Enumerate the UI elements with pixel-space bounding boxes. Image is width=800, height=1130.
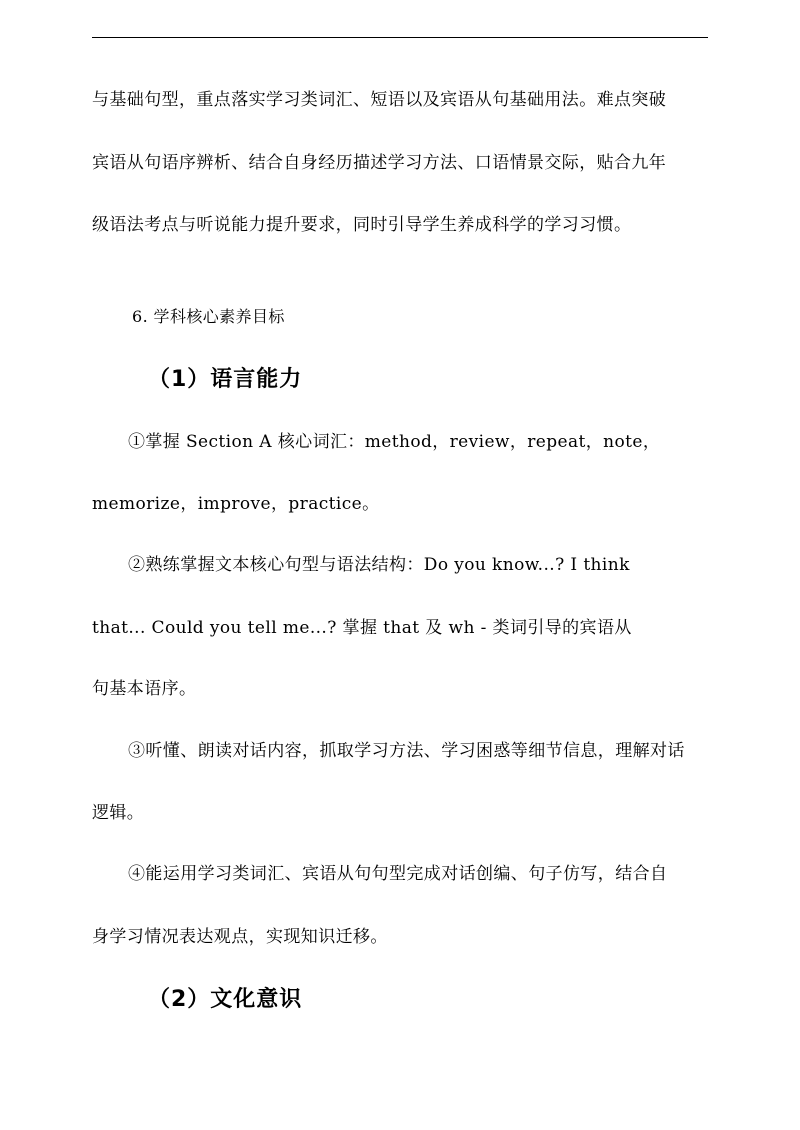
intro-line-2: 宾语从句语序辨析、结合自身经历描述学习方法、口语情景交际，贴合九年 [92, 153, 667, 173]
item-4-line-1: ④能运用学习类词汇、宾语从句句型完成对话创编、句子仿写，结合自 [128, 864, 668, 884]
item-1-line-2: memorize，improve，practice。 [92, 494, 380, 514]
item-3-line-1: ③听懂、朗读对话内容，抓取学习方法、学习困惑等细节信息，理解对话 [128, 741, 685, 761]
intro-line-3: 级语法考点与听说能力提升要求，同时引导学生养成科学的学习习惯。 [92, 215, 632, 235]
item-2-line-1: ②熟练掌握文本核心句型与语法结构：Do you know...? I think [128, 555, 630, 575]
item-4-line-2: 身学习情况表达观点，实现知识迁移。 [92, 927, 388, 947]
heading-cultural-awareness: （2）文化意识 [148, 987, 303, 1012]
item-2-line-3: 句基本语序。 [92, 679, 197, 699]
heading-language-ability: （1）语言能力 [148, 367, 303, 392]
section-6-title: 6. 学科核心素养目标 [132, 307, 285, 326]
intro-line-1: 与基础句型，重点落实学习类词汇、短语以及宾语从句基础用法。难点突破 [92, 90, 667, 110]
item-1-line-1: ①掌握 Section A 核心词汇：method，review，repeat，note， [128, 432, 661, 452]
item-3-line-2: 逻辑。 [92, 803, 145, 823]
header-rule [92, 37, 708, 38]
item-2-line-2: that... Could you tell me...? 掌握 that 及 wh - 类词引导的宾语从 [92, 618, 632, 638]
